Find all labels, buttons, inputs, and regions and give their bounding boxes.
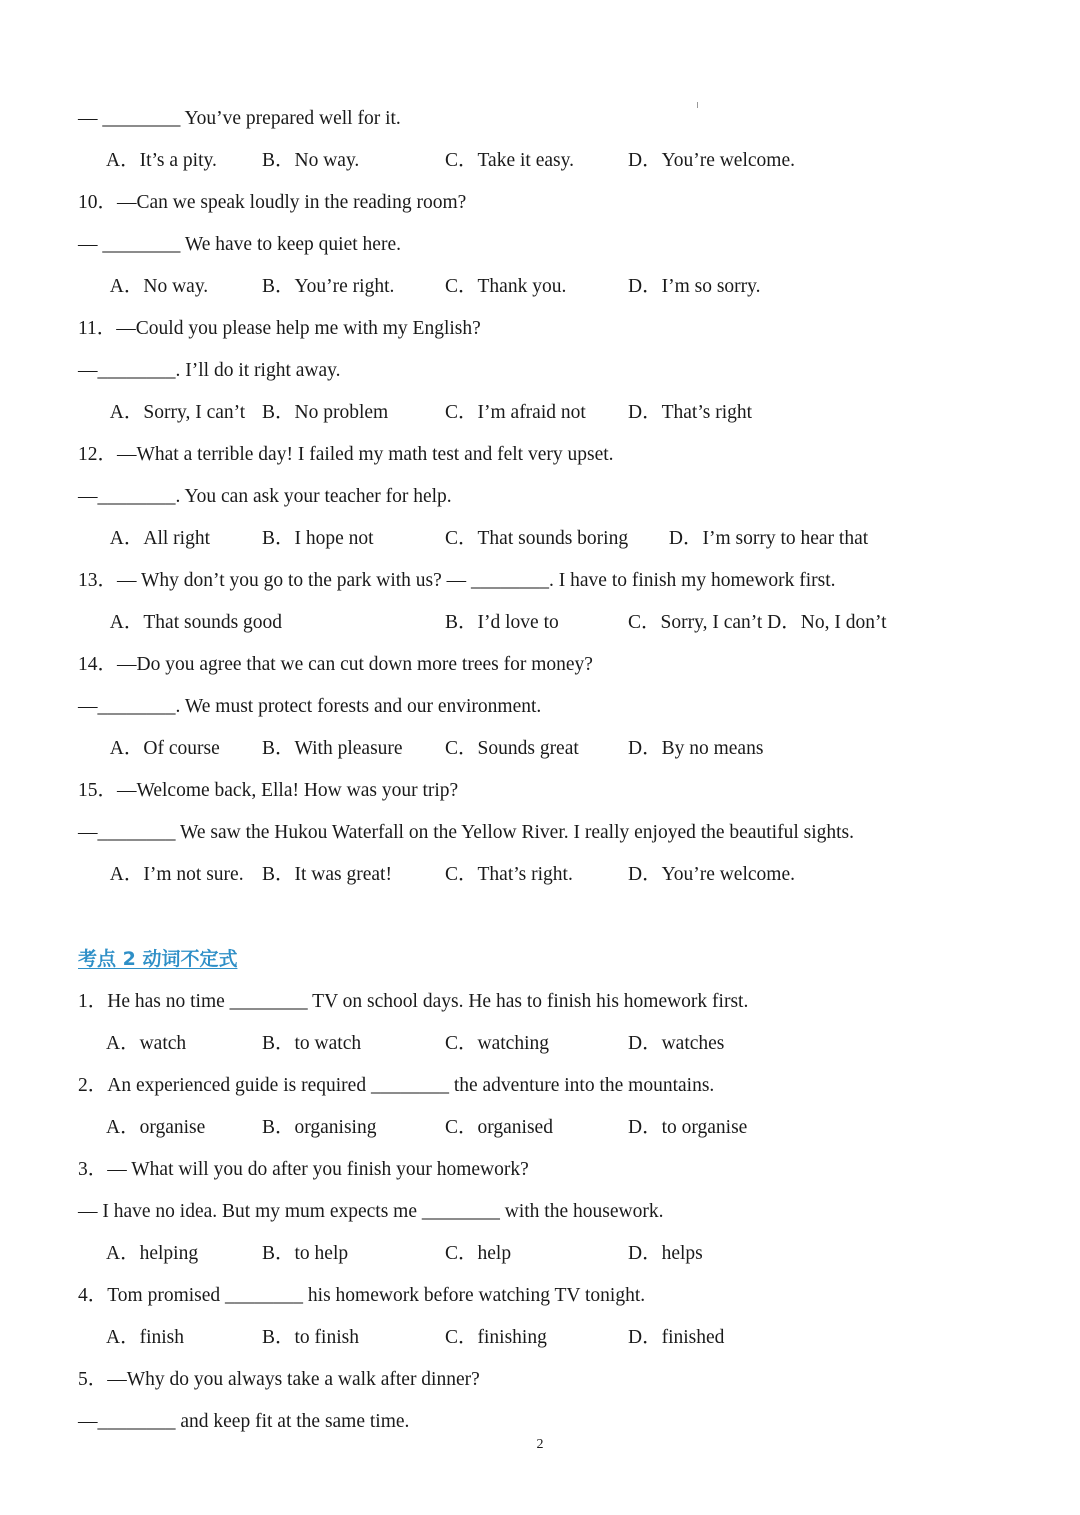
option-c: C．Thank you. — [445, 276, 567, 297]
option-a: A．Of course — [106, 738, 220, 759]
option-a: A．All right — [106, 528, 211, 549]
section-heading: 考点 2 动词不定式 — [78, 948, 238, 970]
option-b: B．No problem — [262, 402, 389, 423]
answer-line-15: —________ We saw the Hukou Waterfall on the Yellow River. I really enjoyed the beautiful sights. — [78, 822, 855, 843]
option-a: A．It’s a pity. — [106, 150, 217, 171]
option-c: C．Sounds great — [445, 738, 579, 759]
option-b: B．to help — [262, 1243, 349, 1264]
question-12: 12．—What a terrible day! I failed my math test and felt very upset. — [78, 444, 614, 465]
option-a: A．That sounds good — [106, 612, 283, 633]
option-a: A．No way. — [106, 276, 209, 297]
option-c: C．watching — [445, 1033, 549, 1054]
option-b: B．to finish — [262, 1327, 359, 1348]
option-d: D．I’m so sorry. — [628, 276, 761, 297]
option-a: A．watch — [106, 1033, 187, 1054]
question-14: 14．—Do you agree that we can cut down more trees for money? — [78, 654, 593, 675]
option-a: A．finish — [106, 1327, 185, 1348]
option-d: D．That’s right — [628, 402, 753, 423]
option-a: A．Sorry, I can’t — [106, 402, 246, 423]
option-b: B．I hope not — [262, 528, 374, 549]
option-d: D．I’m sorry to hear that — [664, 528, 869, 549]
question-s2-3: 3．— What will you do after you finish your homework? — [78, 1159, 529, 1180]
option-b: B．It was great! — [262, 864, 392, 885]
option-c: C．That’s right. — [445, 864, 573, 885]
option-d: D．finished — [628, 1327, 725, 1348]
option-b: B．No way. — [262, 150, 360, 171]
option-a: A．I’m not sure. — [106, 864, 244, 885]
question-s2-4: 4．Tom promised ________ his homework before watching TV tonight. — [78, 1285, 646, 1306]
option-c: C．help — [445, 1243, 512, 1264]
answer-line-14: —________. We must protect forests and our environment. — [78, 696, 542, 717]
option-d: D．helps — [628, 1243, 703, 1264]
answer-line-12: —________. You can ask your teacher for help. — [78, 486, 452, 507]
question-s2-2: 2．An experienced guide is required ________ the adventure into the mountains. — [78, 1075, 715, 1096]
option-c: C．Take it easy. — [445, 150, 574, 171]
question-11: 11．—Could you please help me with my English? — [78, 318, 481, 339]
option-c: C．organised — [445, 1117, 553, 1138]
option-b: B．I’d love to — [445, 612, 559, 633]
answer-line-s2-5: —________ and keep fit at the same time. — [78, 1411, 410, 1432]
answer-line-s2-3: — I have no idea. But my mum expects me ________ with the housework. — [78, 1201, 664, 1222]
answer-line-11: —________. I’ll do it right away. — [78, 360, 341, 381]
answer-line-9: — ________ You’ve prepared well for it. — [78, 108, 401, 129]
question-13: 13．— Why don’t you go to the park with us? — ________. I have to finish my homework first. — [78, 570, 836, 591]
option-b: B．You’re right. — [262, 276, 395, 297]
answer-line-10: — ________ We have to keep quiet here. — [78, 234, 401, 255]
option-d: D．watches — [628, 1033, 725, 1054]
option-a: A．organise — [106, 1117, 206, 1138]
option-d: D．You’re welcome. — [628, 150, 795, 171]
question-10: 10．—Can we speak loudly in the reading room? — [78, 192, 467, 213]
option-d: D．You’re welcome. — [628, 864, 795, 885]
question-s2-1: 1．He has no time ________ TV on school days. He has to finish his homework first. — [78, 991, 749, 1012]
option-c: C．I’m afraid not — [445, 402, 586, 423]
option-b: B．With pleasure — [262, 738, 403, 759]
options-row-15 — [78, 862, 1060, 940]
page-number: 2 — [536, 1437, 544, 1452]
option-c: C．That sounds boring — [445, 528, 629, 549]
option-a: A．helping — [106, 1243, 199, 1264]
option-d: D．By no means — [628, 738, 764, 759]
option-c: C．finishing — [445, 1327, 547, 1348]
option-c-d: C．Sorry, I can’t D．No, I don’t — [628, 612, 887, 633]
option-b: B．organising — [262, 1117, 377, 1138]
option-b: B．to watch — [262, 1033, 362, 1054]
question-15: 15．—Welcome back, Ella! How was your trip? — [78, 780, 459, 801]
question-s2-5: 5．—Why do you always take a walk after dinner? — [78, 1369, 480, 1390]
option-d: D．to organise — [628, 1117, 748, 1138]
